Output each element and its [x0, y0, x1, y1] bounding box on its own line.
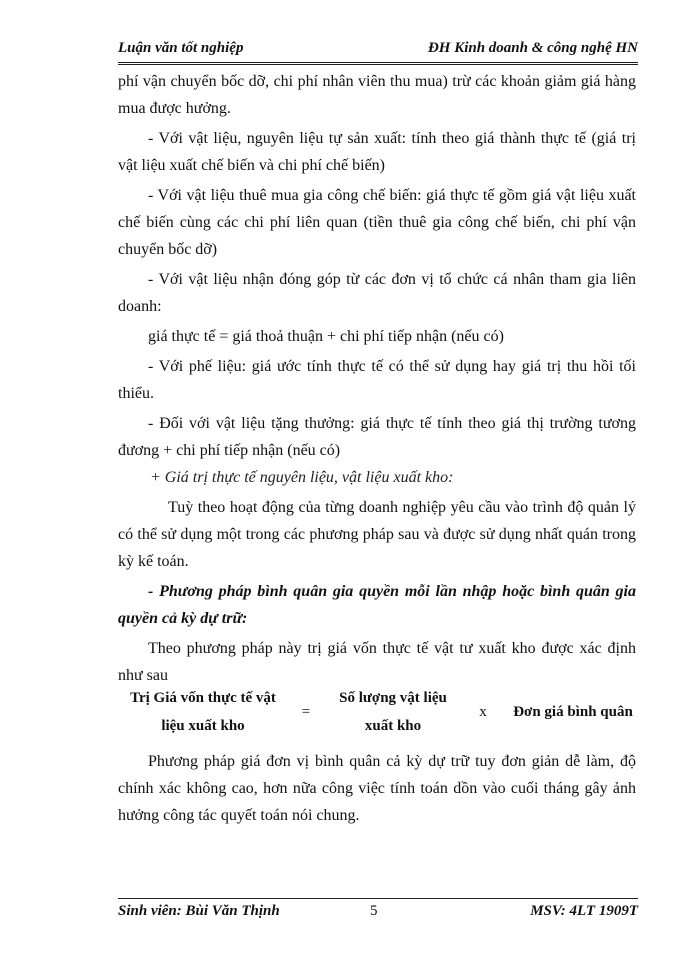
paragraph-1: phí vận chuyển bốc dỡ, chi phí nhân viên thu mua) trừ các khoản giảm giá hàng mua được hưởng.: [118, 73, 636, 117]
header-thesis-title: Luận văn tốt nghiệp: [118, 40, 244, 56]
paragraph-7: - Đối với vật liệu tặng thưởng: giá thực tế tính theo giá thị trường tương đương + chi phí tiếp nhận (nếu có): [118, 415, 636, 459]
paragraph-8-subheading: + Giá trị thực tế nguyên liệu, vật liệu xuất kho:: [150, 469, 454, 486]
formula-times: x: [479, 704, 487, 720]
formula-mid-line2: xuất kho: [364, 718, 422, 734]
paragraph-10-method-heading: - Phương pháp bình quân gia quyền mỗi lần nhập hoặc bình quân gia quyền cả kỳ dự trữ:: [118, 583, 636, 627]
formula-left-line2: liệu xuất kho: [161, 718, 245, 734]
footer-student: Sinh viên: Bùi Văn Thịnh: [118, 903, 280, 919]
paragraph-2: - Với vật liệu, nguyên liệu tự sản xuất: tính theo giá thành thực tế (giá trị vật liệu xuất chế biến và chi phí chế biến): [118, 130, 636, 174]
footer-student-id: MSV: 4LT 1909T: [530, 903, 638, 919]
formula-block: [118, 684, 638, 746]
paragraph-5: giá thực tế = giá thoả thuận + chi phí tiếp nhận (nếu có): [148, 328, 504, 345]
paragraph-6: - Với phế liệu: giá ước tính thực tế có thể sử dụng hay giá trị thu hồi tối thiểu.: [118, 358, 636, 402]
formula-mid-line1: Số lượng vật liệu: [339, 690, 447, 706]
paragraph-3: - Với vật liệu thuê mua gia công chế biến: giá thực tế gồm giá vật liệu xuất chế biến cùng các chi phí liên quan (tiền thuê gia công chế biến, chi phí vận chuyển bốc dỡ): [118, 187, 636, 258]
formula-equals: =: [301, 704, 311, 720]
formula-right-term: Đơn giá bình quân: [513, 704, 633, 720]
paragraph-4: - Với vật liệu nhận đóng góp từ các đơn vị tổ chức cá nhân tham gia liên doanh:: [118, 271, 636, 315]
paragraph-12: Phương pháp giá đơn vị bình quân cả kỳ dự trữ tuy đơn giản dễ làm, độ chính xác không cao, hơn nữa công việc tính toán dồn vào cuối tháng gây ảnh hưởng công tác quyết toán nói chung.: [118, 753, 636, 824]
document-body: [118, 68, 636, 689]
page-header: [118, 38, 638, 65]
header-university: ĐH Kinh doanh & công nghệ HN: [427, 40, 638, 56]
document-body-bottom: [118, 748, 636, 829]
paragraph-11: Theo phương pháp này trị giá vốn thực tế vật tư xuất kho được xác định như sau: [118, 640, 636, 684]
paragraph-9: Tuỳ theo hoạt động của từng doanh nghiệp yêu cầu vào trình độ quản lý có thể sử dụng một trong các phương pháp sau và được sử dụng nhất quán trong kỳ kế toán.: [118, 499, 636, 570]
formula-left-term: [118, 684, 288, 740]
formula-left-line1: Trị Giá vốn thực tế vật: [130, 690, 276, 706]
formula-middle-term: [318, 684, 468, 740]
page-footer: [118, 898, 638, 923]
page-number: 5: [370, 903, 378, 919]
